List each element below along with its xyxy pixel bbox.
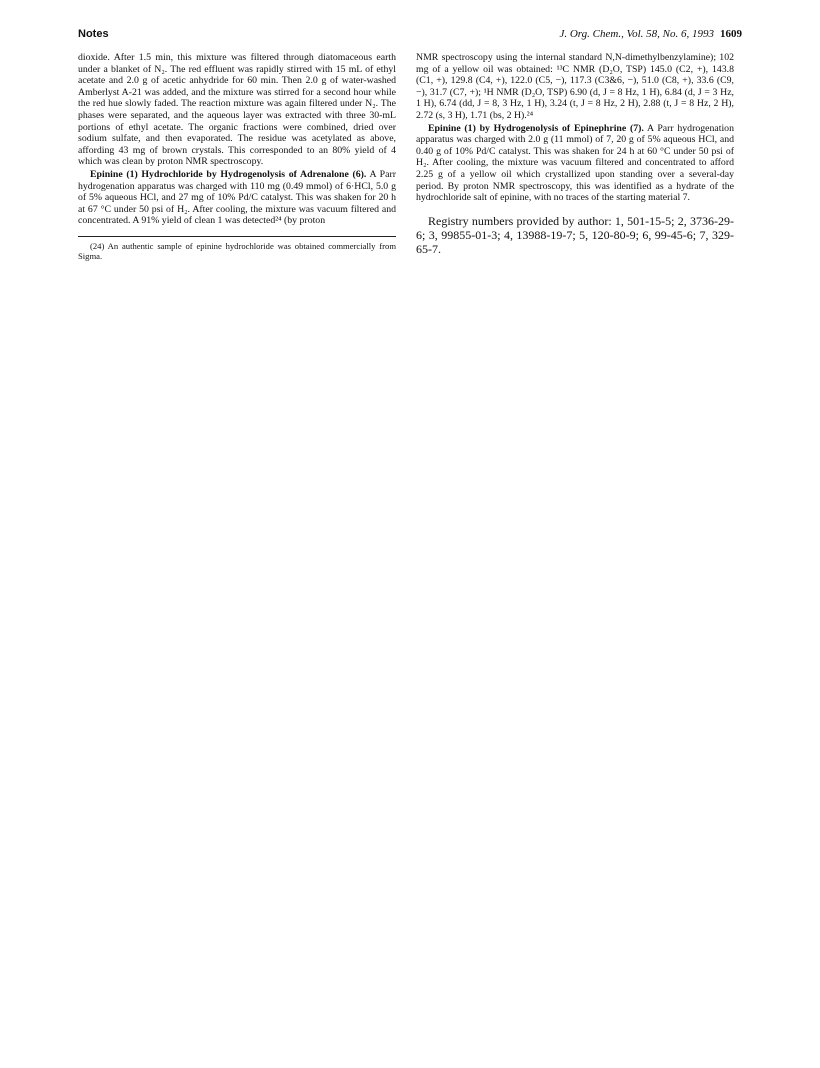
- paragraph-heading: Epinine (1) by Hydrogenolysis of Epinephrine (7).: [428, 122, 644, 134]
- page-number: 1609: [720, 28, 742, 40]
- journal-name: J. Org. Chem., Vol. 58, No. 6, 1993: [559, 28, 714, 40]
- footnote-divider: [78, 236, 396, 237]
- right-column: [416, 52, 734, 256]
- paragraph-epinephrine: [416, 123, 734, 204]
- section-label: Notes: [78, 28, 109, 40]
- paragraph-heading: Epinine (1) Hydrochloride by Hydrogenolysis of Adrenalone (6).: [90, 168, 367, 180]
- paragraph-body: A Parr hydrogenation apparatus was charged with 110 mg (0.49 mmol) of 6·HCl, 5.0 g of 5% aqueous HCl, and 27 mg of 10% Pd/C catalyst. This was shaken for 20 h at 67 °C under 50 psi of H₂. After cooling, the mixture was vacuum filtered and concentrated. A 91% yield of clean 1 was detected²⁴ (by proton: [78, 168, 396, 227]
- registry-numbers: Registry numbers provided by author: 1, 501-15-5; 2, 3736-29-6; 3, 99855-01-3; 4, 13988-19-7; 5, 120-80-9; 6, 99-45-6; 7, 329-65-7.: [416, 213, 734, 256]
- journal-citation: [559, 28, 742, 40]
- paragraph-nmr-data: NMR spectroscopy using the internal standard N,N-dimethylbenzylamine); 102 mg of a yellow oil was obtained: ¹³C NMR (D₂O, TSP) 145.0 (C2, +), 143.8 (C1, +), 129.8 (C4, +), 122.0 (C5, −), 117.3 (C3&6, −), 51.0 (C8, +), 33.6 (C9, −), 31.7 (C7, +); ¹H NMR (D₂O, TSP) 6.90 (d, J = 8 Hz, 1 H), 6.84 (d, J = 3 Hz, 1 H), 6.74 (dd, J = 8, 3 Hz, 1 H), 3.24 (t, J = 8 Hz, 2 H), 2.88 (t, J = 8 Hz, 2 H), 2.72 (s, 3 H), 1.71 (bs, 2 H).²⁴: [416, 52, 734, 121]
- left-column: [78, 52, 396, 261]
- footnote-24: (24) An authentic sample of epinine hydrochloride was obtained commercially from Sigma.: [78, 240, 396, 261]
- paragraph-continuation: dioxide. After 1.5 min, this mixture was filtered through diatomaceous earth under a blanket of N₂. The red effluent was rapidly stirred with 15 mL of ethyl acetate and 2.0 g of acetic anhydride for 60 min. Then 2.0 g of water-washed Amberlyst A-21 was added, and the mixture was stirred for a second hour while the red hue slowly faded. The reaction mixture was again filtered under N₂. The phases were separated, and the aqueous layer was extracted with three 30-mL portions of ethyl acetate. The organic fractions were combined, dried over sodium sulfate, and then evaporated. The residue was acetylated as above, affording 43 mg of brown crystals. This corresponded to an 80% yield of 4 which was clean by proton NMR spectroscopy.: [78, 52, 396, 168]
- running-header: [78, 28, 742, 44]
- paragraph-body: A Parr hydrogenation apparatus was charged with 2.0 g (11 mmol) of 7, 20 g of 5% aqueous HCl, and 0.40 g of 10% Pd/C catalyst. This was shaken for 24 h at 60 °C under 50 psi of H₂. After cooling, the mixture was vacuum filtered and concentrated to afford 2.25 g of a yellow oil which crystallized upon standing over a several-day period. By proton NMR spectroscopy, this was identified as a hydrate of the hydrochloride salt of epinine, with no traces of the starting material 7.: [416, 122, 734, 204]
- paragraph-adrenalone: [78, 169, 396, 227]
